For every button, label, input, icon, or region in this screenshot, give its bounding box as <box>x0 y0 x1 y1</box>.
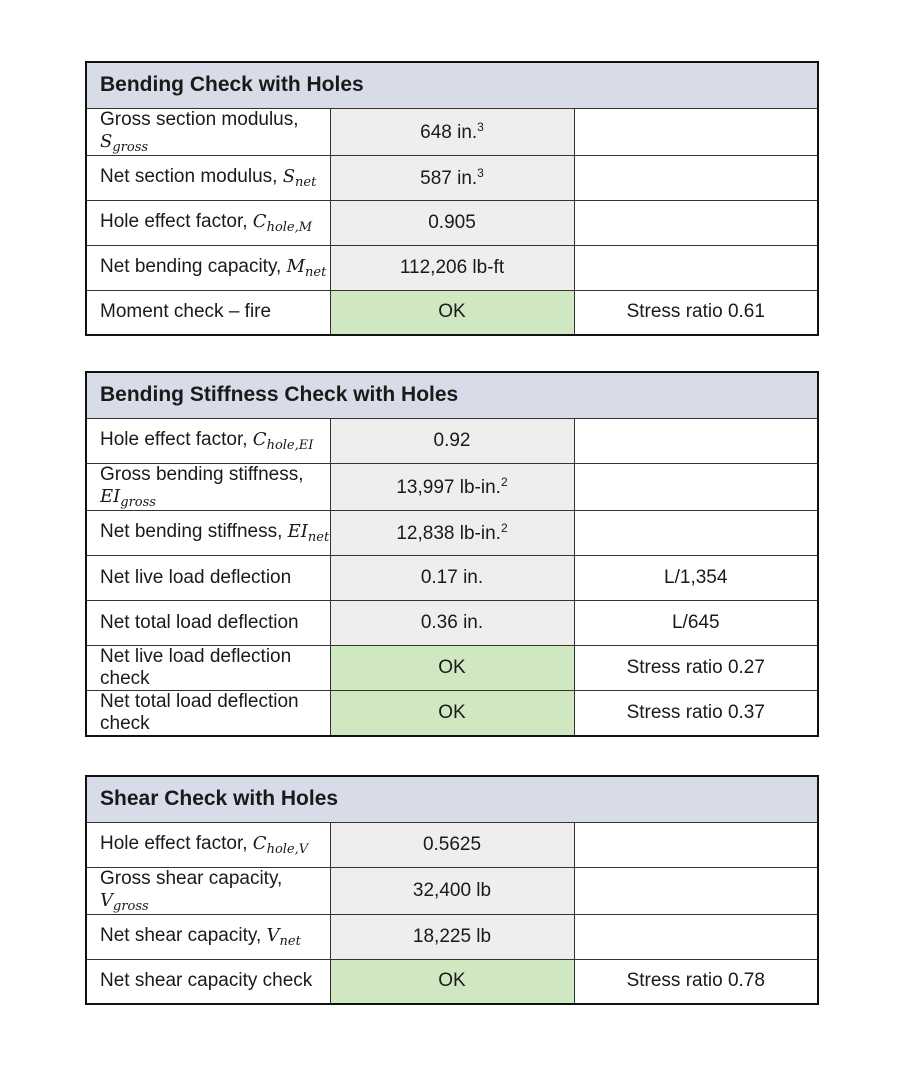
table-row <box>86 155 818 200</box>
value-text <box>423 834 481 855</box>
value: 112,206 lb-ft <box>399 256 505 278</box>
value-text <box>396 520 508 544</box>
value: 18,225 lb <box>412 925 492 947</box>
value-text <box>420 165 484 189</box>
value: OK <box>438 701 466 723</box>
row-symbol <box>286 255 327 280</box>
value: 32,400 lb <box>412 879 492 901</box>
value-text <box>413 926 491 947</box>
table-row <box>86 245 818 290</box>
row-symbol <box>100 889 149 914</box>
table-row <box>86 200 818 245</box>
row-label: Gross shear capacity, <box>100 867 283 889</box>
row-label: Hole effect factor, <box>100 428 253 450</box>
row-label-cell <box>86 108 330 155</box>
table-title: Shear Check with Holes <box>86 776 818 822</box>
table-row <box>86 555 818 600</box>
table-row <box>86 822 818 867</box>
row-label: Hole effect factor, <box>100 832 253 854</box>
value: OK <box>438 970 466 992</box>
value-cell <box>330 155 574 200</box>
row-label-cell <box>86 645 330 690</box>
row-label-cell <box>86 418 330 463</box>
note-cell <box>574 290 818 335</box>
note-cell <box>574 108 818 155</box>
symbol-base: C <box>252 832 267 854</box>
row-label-cell <box>86 245 330 290</box>
symbol-subscript: hole,M <box>266 219 313 235</box>
table-header-row <box>86 776 818 822</box>
note-text: Stress ratio 0.27 <box>626 656 765 678</box>
row-label: Net total load deflection check <box>100 690 299 734</box>
row-label: Hole effect factor, <box>100 210 253 232</box>
unit-exponent: 2 <box>500 520 508 535</box>
value: OK <box>438 656 466 678</box>
table-header-row <box>86 62 818 108</box>
note-cell <box>574 867 818 914</box>
row-label-cell <box>86 867 330 914</box>
row-label: Net shear capacity, <box>100 924 267 946</box>
symbol-base: C <box>252 428 267 450</box>
note-text: Stress ratio 0.78 <box>626 970 765 992</box>
note-cell <box>574 155 818 200</box>
note-cell <box>574 822 818 867</box>
note-cell <box>574 690 818 736</box>
symbol-base: S <box>100 130 113 152</box>
symbol-subscript: net <box>307 529 330 545</box>
table-header-row <box>86 372 818 418</box>
row-label-cell <box>86 959 330 1004</box>
row-symbol <box>252 210 313 235</box>
status-ok-cell <box>330 690 574 736</box>
table-title: Bending Check with Holes <box>86 62 818 108</box>
note-cell <box>574 600 818 645</box>
value: OK <box>438 301 466 323</box>
row-symbol <box>282 165 317 190</box>
note-cell <box>574 510 818 555</box>
status-ok-cell <box>330 959 574 1004</box>
value-cell <box>330 555 574 600</box>
row-label: Gross section modulus, <box>100 108 299 130</box>
table-row <box>86 645 818 690</box>
row-label-cell <box>86 463 330 510</box>
value-text <box>438 657 465 678</box>
value-cell <box>330 418 574 463</box>
symbol-base: M <box>286 255 306 277</box>
symbol-subscript: gross <box>112 139 149 155</box>
symbol-base: V <box>100 889 113 911</box>
symbol-subscript: net <box>279 933 301 949</box>
value-cell <box>330 108 574 155</box>
row-label: Moment check – fire <box>100 301 272 323</box>
status-ok-cell <box>330 290 574 335</box>
bending-check-table <box>85 61 819 336</box>
unit-exponent: 3 <box>477 165 484 180</box>
row-label: Net bending capacity, <box>100 255 287 277</box>
note-cell <box>574 645 818 690</box>
row-label-cell <box>86 600 330 645</box>
unit-exponent: 2 <box>500 474 508 489</box>
row-label: Net total load deflection <box>100 611 299 633</box>
value-cell <box>330 914 574 959</box>
value: 587 in. <box>420 167 478 189</box>
row-symbol <box>100 485 156 510</box>
symbol-subscript: net <box>305 264 327 280</box>
value-text <box>400 257 504 278</box>
row-label-cell <box>86 555 330 600</box>
note-cell <box>574 959 818 1004</box>
value: 0.36 in. <box>420 611 484 633</box>
table-row <box>86 914 818 959</box>
value-text <box>420 119 484 143</box>
value-text <box>438 970 465 991</box>
note-text: Stress ratio 0.37 <box>626 701 765 723</box>
row-label-cell <box>86 822 330 867</box>
row-label-cell <box>86 155 330 200</box>
value-cell <box>330 867 574 914</box>
status-ok-cell <box>330 645 574 690</box>
note-text: L/1,354 <box>664 566 728 588</box>
value-text <box>421 612 483 633</box>
note-cell <box>574 245 818 290</box>
row-symbol <box>266 924 301 949</box>
symbol-base: V <box>266 924 280 946</box>
table-row <box>86 867 818 914</box>
row-label-cell <box>86 510 330 555</box>
note-cell <box>574 914 818 959</box>
row-label: Gross bending stiffness, <box>100 463 304 485</box>
symbol-subscript: net <box>295 174 317 190</box>
value-cell <box>330 200 574 245</box>
symbol-base: S <box>282 165 296 187</box>
value-cell <box>330 822 574 867</box>
symbol-subscript: hole,V <box>266 841 309 857</box>
value-text <box>438 702 465 723</box>
table-row <box>86 510 818 555</box>
value-cell <box>330 245 574 290</box>
symbol-base: EI <box>287 520 308 542</box>
row-symbol <box>100 130 149 155</box>
row-label-cell <box>86 290 330 335</box>
table-row <box>86 690 818 736</box>
value-text <box>421 567 483 588</box>
table-row <box>86 418 818 463</box>
table-row <box>86 600 818 645</box>
value-cell <box>330 463 574 510</box>
value-text <box>428 212 476 233</box>
symbol-subscript: gross <box>113 898 149 914</box>
value: 13,997 lb-in. <box>396 476 501 498</box>
row-label: Net shear capacity check <box>100 970 313 992</box>
value-text <box>396 474 508 498</box>
symbol-base: EI <box>100 485 121 507</box>
table-row <box>86 108 818 155</box>
value: 0.92 <box>433 429 471 451</box>
note-text: L/645 <box>671 611 720 633</box>
value: 0.5625 <box>422 833 482 855</box>
table-row <box>86 290 818 335</box>
unit-exponent: 3 <box>477 119 484 134</box>
note-text: Stress ratio 0.61 <box>626 301 765 323</box>
row-label-cell <box>86 914 330 959</box>
row-label: Net live load deflection check <box>100 645 292 689</box>
note-cell <box>574 200 818 245</box>
row-symbol <box>252 428 314 453</box>
value-cell <box>330 510 574 555</box>
table-title: Bending Stiffness Check with Holes <box>86 372 818 418</box>
note-cell <box>574 463 818 510</box>
row-label: Net bending stiffness, <box>100 520 288 542</box>
shear-check-table <box>85 775 819 1005</box>
row-label: Net live load deflection <box>100 566 292 588</box>
row-symbol <box>287 520 330 545</box>
value-cell <box>330 600 574 645</box>
table-row <box>86 959 818 1004</box>
note-cell <box>574 555 818 600</box>
value-text <box>434 430 471 451</box>
value-text <box>413 880 491 901</box>
value-text <box>438 301 465 322</box>
value: 0.17 in. <box>420 566 484 588</box>
bending-stiffness-check-table <box>85 371 819 737</box>
row-label-cell <box>86 200 330 245</box>
note-cell <box>574 418 818 463</box>
row-symbol <box>252 832 309 857</box>
value: 648 in. <box>420 121 478 143</box>
symbol-base: C <box>252 210 267 232</box>
symbol-subscript: hole,EI <box>266 437 314 453</box>
value: 12,838 lb-in. <box>396 522 501 544</box>
row-label: Net section modulus, <box>100 165 283 187</box>
symbol-subscript: gross <box>120 494 156 510</box>
row-label-cell <box>86 690 330 736</box>
value: 0.905 <box>428 211 476 233</box>
table-row <box>86 463 818 510</box>
